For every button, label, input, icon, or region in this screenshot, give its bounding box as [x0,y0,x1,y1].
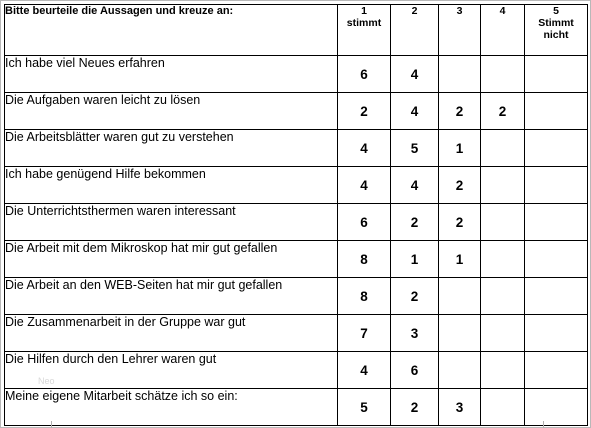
statement-cell: Die Unterrichtsthermen waren interessant [5,204,338,241]
column-label: nicht [543,29,569,41]
column-label: stimmt [346,17,382,29]
value-cell: 3 [391,315,439,352]
value-cell [481,241,525,278]
value-cell: 2 [391,204,439,241]
value-cell: 1 [439,130,481,167]
value-cell: 2 [391,389,439,426]
value-cell: 5 [338,389,391,426]
value-cell [525,56,588,93]
value-cell [525,167,588,204]
value-cell [439,278,481,315]
statement-cell: Die Arbeitsblätter waren gut zu verstehen [5,130,338,167]
value-cell: 4 [338,352,391,389]
value-cell [439,352,481,389]
value-cell [525,130,588,167]
page-tick-mark [543,421,544,428]
column-header-5 [525,5,588,56]
table-row [5,389,588,426]
column-label: Stimmt [538,17,574,29]
statement-cell: Die Arbeit an den WEB-Seiten hat mir gut gefallen [5,278,338,315]
value-cell [481,389,525,426]
column-header-2 [391,5,439,56]
table-row [5,204,588,241]
value-cell: 6 [338,56,391,93]
value-cell: 6 [338,204,391,241]
value-cell: 1 [391,241,439,278]
value-cell [481,352,525,389]
column-number: 3 [456,5,463,17]
survey-table [4,4,588,426]
column-number: 4 [499,5,506,17]
page-tick-mark [51,421,52,428]
value-cell [525,93,588,130]
value-cell: 7 [338,315,391,352]
value-cell [525,278,588,315]
value-cell [525,315,588,352]
value-cell: 5 [391,130,439,167]
table-row [5,56,588,93]
ghost-text: Neo [38,376,55,386]
table-row [5,130,588,167]
table-row [5,352,588,389]
value-cell: 2 [439,93,481,130]
statement-cell: Ich habe viel Neues erfahren [5,56,338,93]
value-cell: 2 [439,204,481,241]
value-cell [525,204,588,241]
statement-cell: Die Aufgaben waren leicht zu lösen [5,93,338,130]
value-cell [481,130,525,167]
column-number: 2 [411,5,418,17]
value-cell: 2 [338,93,391,130]
value-cell [525,241,588,278]
value-cell: 8 [338,278,391,315]
table-row [5,278,588,315]
column-number: 5 [553,5,559,17]
statement-cell: Die Zusammenarbeit in der Gruppe war gut [5,315,338,352]
value-cell [525,352,588,389]
value-cell: 2 [439,167,481,204]
value-cell [439,315,481,352]
value-cell: 6 [391,352,439,389]
value-cell [525,389,588,426]
value-cell: 3 [439,389,481,426]
value-cell [481,56,525,93]
statement-cell: Die Hilfen durch den Lehrer waren gut [5,352,338,389]
column-header-4 [481,5,525,56]
table-row [5,93,588,130]
column-header-1 [338,5,391,56]
value-cell: 1 [439,241,481,278]
value-cell: 4 [391,93,439,130]
value-cell: 4 [338,167,391,204]
table-row [5,241,588,278]
column-header-3 [439,5,481,56]
value-cell: 2 [391,278,439,315]
question-header: Bitte beurteile die Aussagen und kreuze an: [5,5,338,56]
statement-cell: Meine eigene Mitarbeit schätze ich so ein: [5,389,338,426]
statement-cell: Die Arbeit mit dem Mikroskop hat mir gut gefallen [5,241,338,278]
value-cell [439,56,481,93]
table-row [5,167,588,204]
value-cell: 8 [338,241,391,278]
table-row [5,315,588,352]
value-cell [481,315,525,352]
column-number: 1 [361,5,367,17]
statement-cell: Ich habe genügend Hilfe bekommen [5,167,338,204]
value-cell [481,167,525,204]
value-cell: 2 [481,93,525,130]
header-row [5,5,588,56]
value-cell: 4 [391,167,439,204]
value-cell [481,204,525,241]
value-cell: 4 [338,130,391,167]
value-cell [481,278,525,315]
value-cell: 4 [391,56,439,93]
